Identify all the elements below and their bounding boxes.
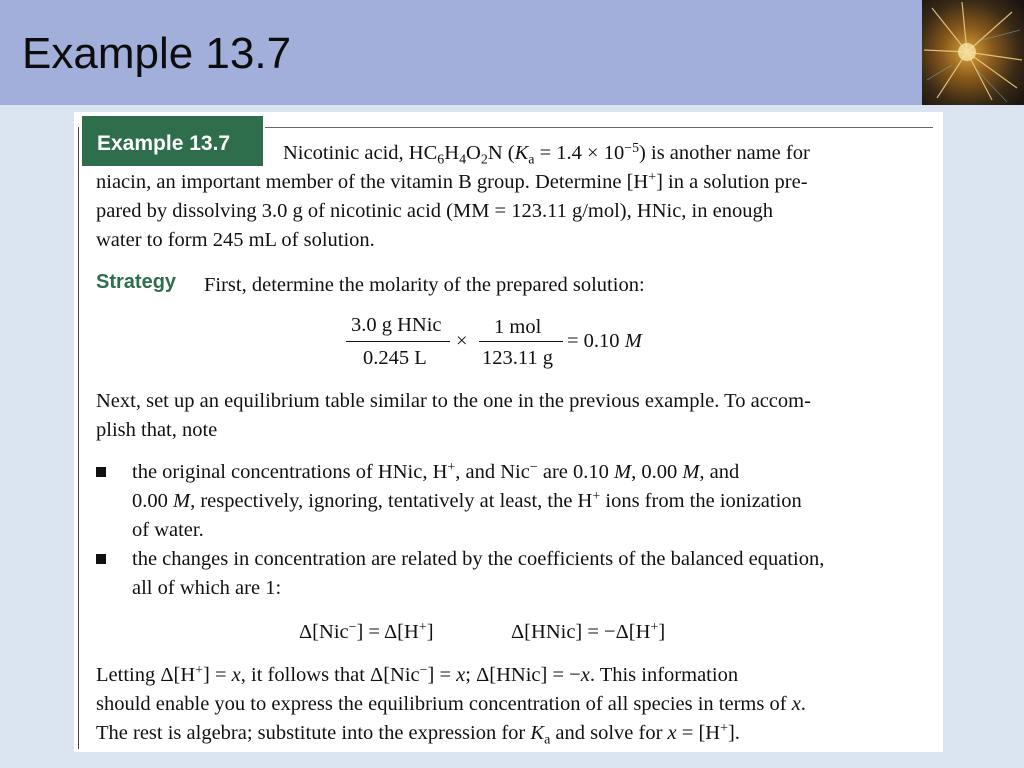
problem-line-3: pared by dissolving 3.0 g of nicotinic acid (MM = 123.11 g/mol), HNic, in enough bbox=[96, 200, 773, 222]
bullet-2-line-1: the changes in concentration are related by the coefficients of the balanced equation, bbox=[132, 548, 825, 570]
delta-equation-2: Δ[HNic] = −Δ[H+] bbox=[511, 620, 666, 643]
crystal-photo-image bbox=[922, 0, 1024, 105]
fraction-numerator-2: 1 mol bbox=[494, 316, 542, 338]
next-line-1: Next, set up an equilibrium table similar to the one in the previous example. To accom- bbox=[96, 390, 811, 412]
fraction-bar-2 bbox=[479, 341, 563, 342]
textbook-page bbox=[74, 112, 943, 752]
fraction-denominator-2: 123.11 g bbox=[482, 347, 553, 369]
bullet-1-line-1: the original concentrations of HNic, H+, and Nic− are 0.10 M, 0.00 M, and bbox=[132, 460, 740, 483]
times-sign: × bbox=[456, 330, 468, 352]
bullet-1-line-3: of water. bbox=[132, 519, 204, 541]
bullet-square-2 bbox=[96, 554, 106, 564]
fraction-numerator-1: 3.0 g HNic bbox=[351, 314, 442, 336]
next-line-2: plish that, note bbox=[96, 419, 218, 441]
bullet-square-1 bbox=[96, 467, 106, 477]
closing-line-2: should enable you to express the equilibrium concentration of all species in terms of x. bbox=[96, 693, 806, 715]
example-badge: Example 13.7 bbox=[82, 116, 263, 166]
top-rule bbox=[265, 127, 933, 128]
fraction-bar-1 bbox=[346, 341, 450, 342]
fraction-result: = 0.10 M bbox=[567, 330, 642, 352]
closing-line-1: Letting Δ[H+] = x, it follows that Δ[Nic−] = x; Δ[HNic] = −x. This information bbox=[96, 663, 739, 686]
problem-line-2: niacin, an important member of the vitamin B group. Determine [H+] in a solution pre- bbox=[96, 170, 808, 193]
delta-equation-1: Δ[Nic−] = Δ[H+] bbox=[299, 620, 434, 643]
strategy-heading: Strategy bbox=[96, 271, 177, 293]
left-rule bbox=[78, 127, 79, 749]
bullet-1-line-2: 0.00 M, respectively, ignoring, tentatively at least, the H+ ions from the ionization bbox=[132, 489, 802, 512]
problem-line-1: Nicotinic acid, $HC_6H_4O_2N$ $(K_a = 1.4 \times 10^{-5})$ is another name for bbox=[283, 141, 810, 168]
bullet-2-line-2: all of which are 1: bbox=[132, 577, 282, 599]
strategy-line-1: First, determine the molarity of the prepared solution: bbox=[204, 274, 645, 296]
fraction-denominator-1: 0.245 L bbox=[363, 347, 427, 369]
corner-photo bbox=[922, 0, 1024, 105]
problem-line-4: water to form 245 mL of solution. bbox=[96, 229, 375, 251]
title-bar bbox=[0, 0, 922, 105]
slide-title: Example 13.7 bbox=[22, 29, 292, 78]
closing-line-3: The rest is algebra; substitute into the expression for $K_a$ and solve for x = [H+]. bbox=[96, 721, 740, 748]
